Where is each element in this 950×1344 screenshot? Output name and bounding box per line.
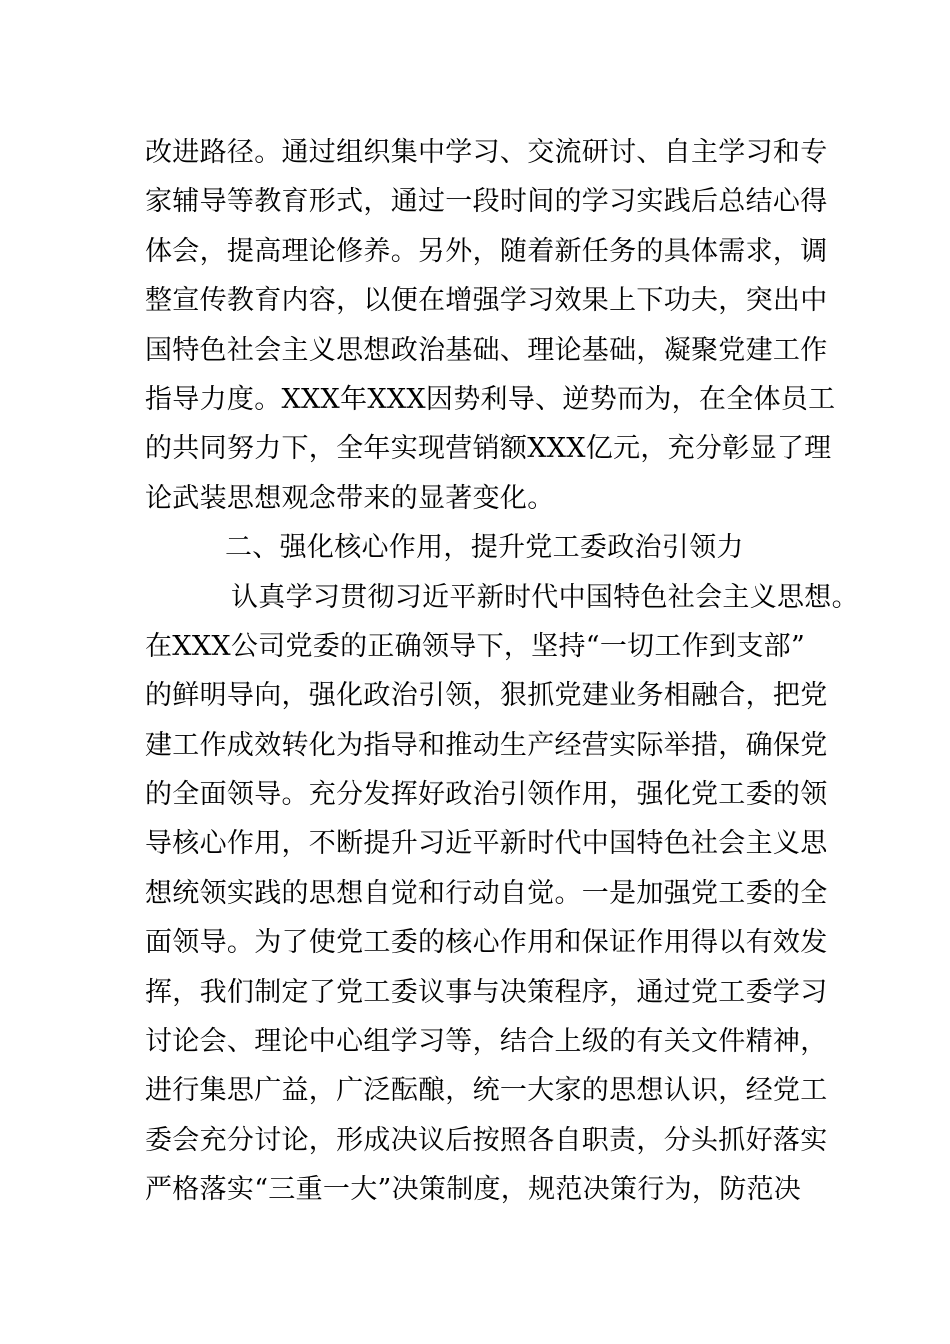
paragraph-line: 挥，我们制定了党工委议事与决策程序，通过党工委学习 <box>145 976 828 1008</box>
paragraph-line: 体会，提高理论修养。另外，随着新任务的具体需求，调 <box>145 235 828 267</box>
paragraph-line: 指导力度。XXX年XXX因势利导、逆势而为，在全体员工 <box>145 383 836 415</box>
paragraph-line: 论武装思想观念带来的显著变化。 <box>145 482 555 514</box>
paragraph-line: 导核心作用，不断提升习近平新时代中国特色社会主义思 <box>145 828 828 860</box>
paragraph-line: 建工作成效转化为指导和推动生产经营实际举措，确保党 <box>145 729 828 761</box>
paragraph-line: 面领导。为了使党工委的核心作用和保证作用得以有效发 <box>145 927 828 959</box>
paragraph-line: 的鲜明导向，强化政治引领，狠抓党建业务相融合，把党 <box>145 680 828 712</box>
paragraph-line: 整宣传教育内容，以便在增强学习效果上下功夫，突出中 <box>145 285 828 317</box>
paragraph-line: 认真学习贯彻习近平新时代中国特色社会主义思想。 <box>231 581 859 613</box>
paragraph-line: 在XXX公司党委的正确领导下，坚持“一切工作到支部” <box>145 630 806 662</box>
paragraph-line: 的全面领导。充分发挥好政治引领作用，强化党工委的领 <box>145 779 828 811</box>
paragraph-line: 改进路径。通过组织集中学习、交流研讨、自主学习和专 <box>145 137 828 168</box>
paragraph-line: 国特色社会主义思想政治基础、理论基础，凝聚党建工作 <box>145 334 828 366</box>
paragraph-line: 讨论会、理论中心组学习等，结合上级的有关文件精神， <box>145 1026 828 1058</box>
paragraph-line: 的共同努力下，全年实现营销额XXX亿元，充分彰显了理 <box>145 433 832 465</box>
section-heading: 二、强化核心作用，提升党工委政治引领力 <box>225 532 744 564</box>
paragraph-line: 委会充分讨论，形成决议后按照各自职责，分头抓好落实 <box>145 1124 828 1156</box>
paragraph-line: 进行集思广益，广泛酝酿，统一大家的思想认识，经党工 <box>145 1075 828 1107</box>
paragraph-line: 严格落实“三重一大”决策制度，规范决策行为，防范决 <box>145 1174 802 1206</box>
paragraph-line: 家辅导等教育形式，通过一段时间的学习实践后总结心得 <box>145 186 828 218</box>
document-body <box>145 128 859 1215</box>
paragraph-line: 想统领实践的思想自觉和行动自觉。一是加强党工委的全 <box>145 877 828 909</box>
